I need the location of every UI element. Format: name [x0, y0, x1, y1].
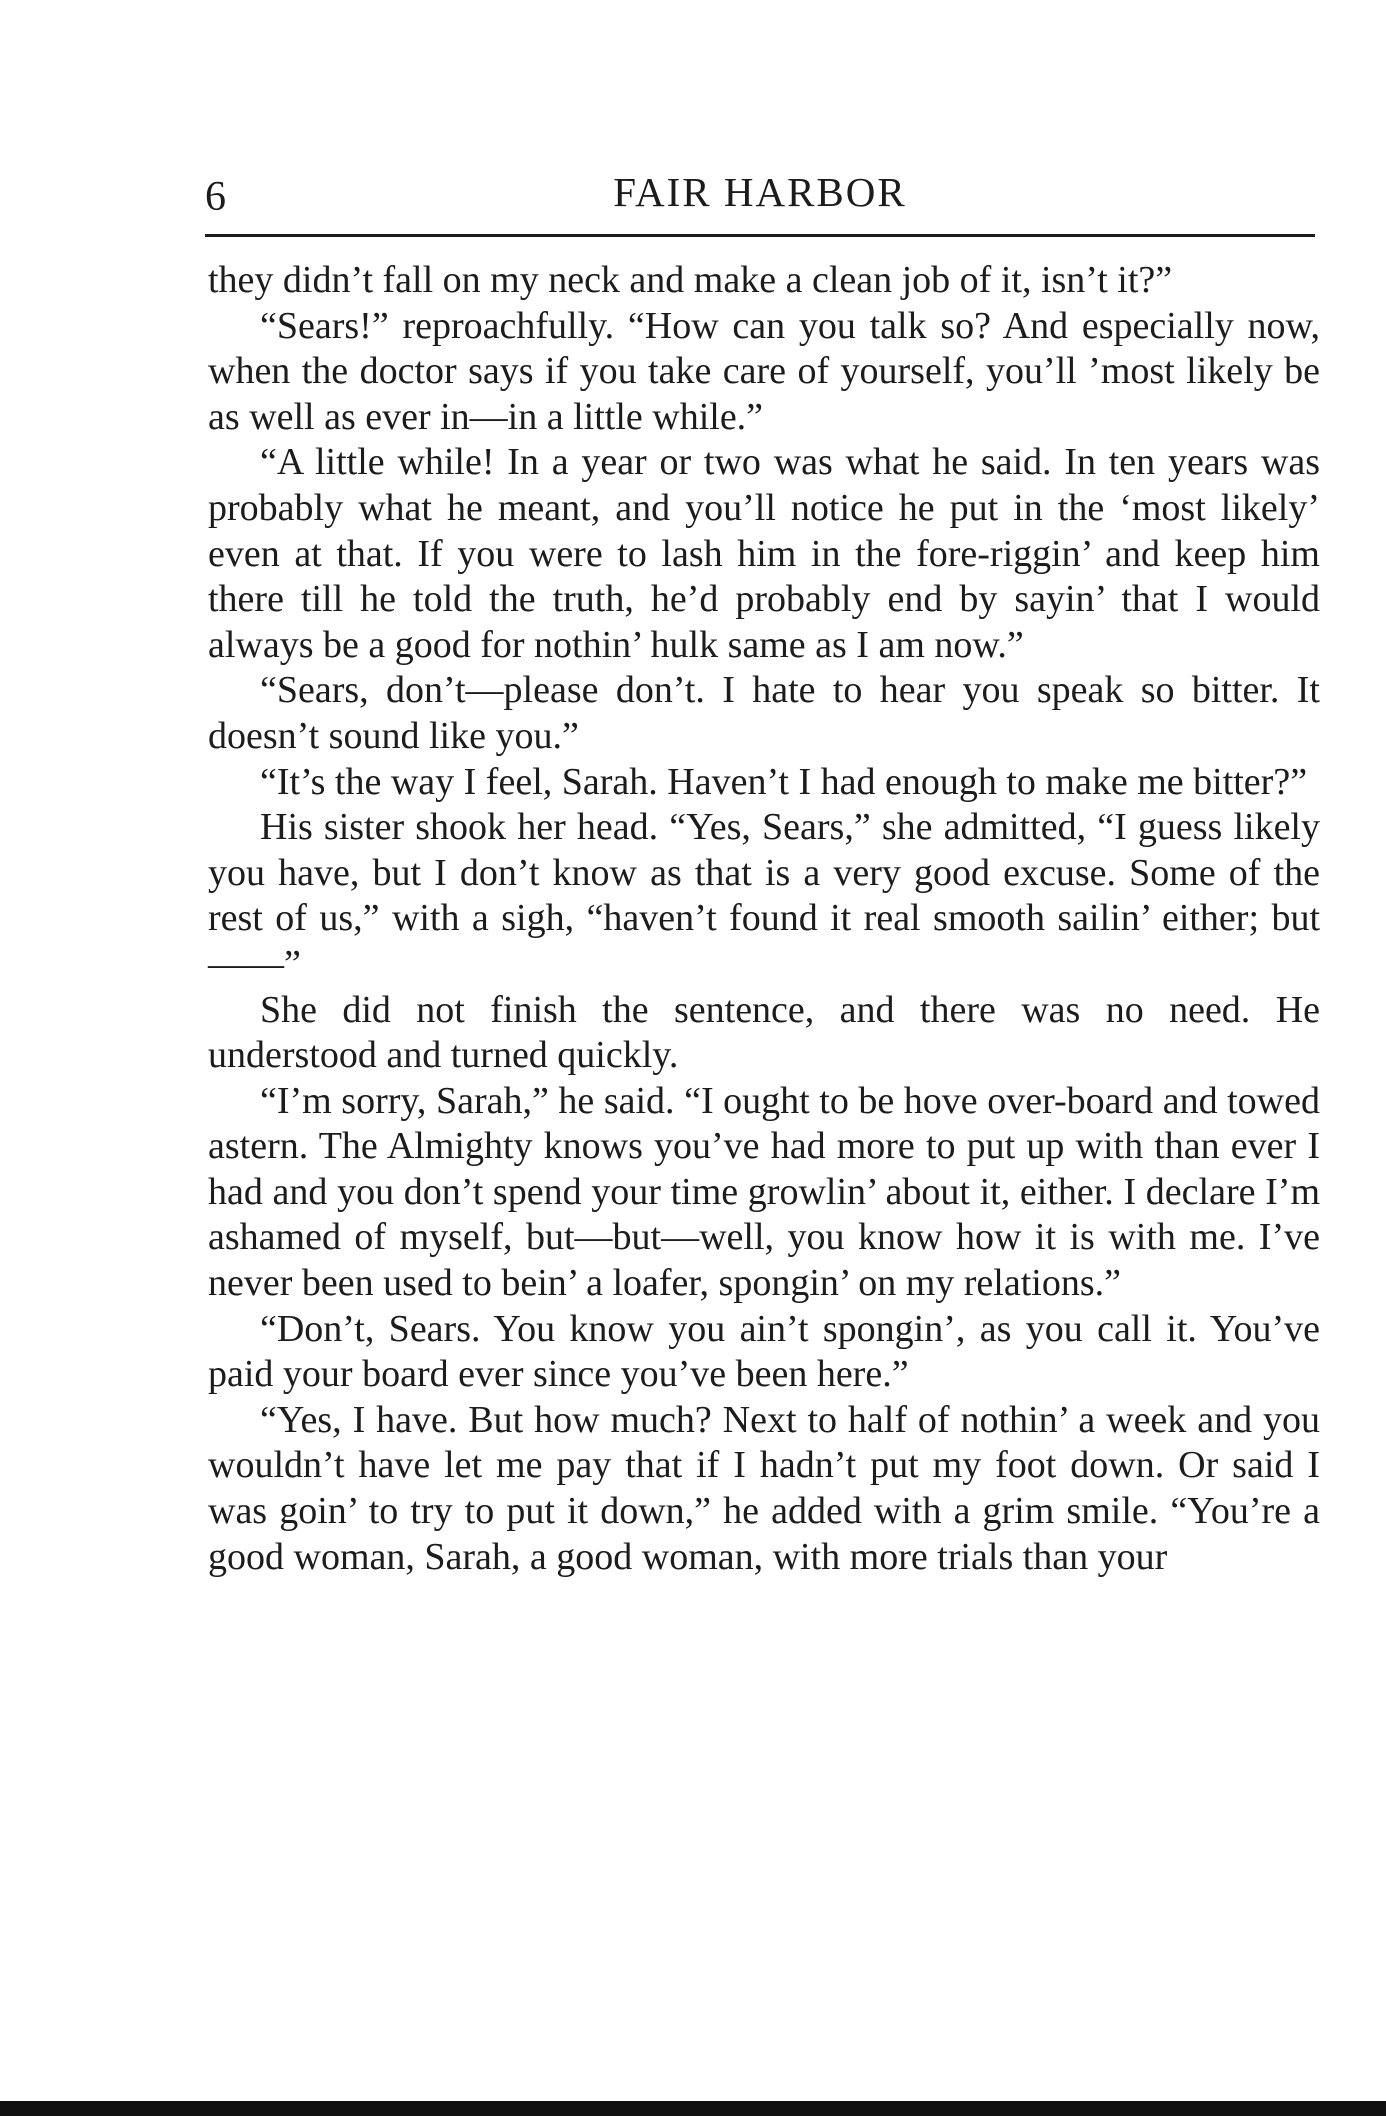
page-header — [205, 168, 1315, 228]
scan-bottom-edge — [0, 2101, 1386, 2116]
paragraph: “Don’t, Sears. You know you ain’t spongin’, as you call it. You’ve paid your board ever since you’ve been here.” — [208, 1307, 1320, 1396]
paragraph: “Sears, don’t—please don’t. I hate to hear you speak so bitter. It doesn’t sound like you.” — [208, 669, 1320, 757]
paragraph: they didn’t fall on my neck and make a clean job of it, isn’t it?” — [208, 259, 1173, 301]
paragraph: She did not finish the sentence, and there was no need. He understood and turned quickly. — [208, 988, 1320, 1077]
page-number: 6 — [205, 174, 226, 220]
running-title: FAIR HARBOR — [613, 169, 907, 215]
header-rule — [205, 234, 1315, 237]
paragraph: “It’s the way I feel, Sarah. Haven’t I had enough to make me bitter?” — [260, 760, 1308, 803]
paragraph: “I’m sorry, Sarah,” he said. “I ought to be hove over-board and towed astern. The Almighty knows you’ve had more to put up with than ever I had and you don’t spend your time growlin’ about it, either. I declare I’m ashamed of myself, but—but—well, you know how it is with me. I’ve never been used to bein’ a loafer, spongin’ on my relations.” — [208, 1079, 1320, 1305]
paragraph: “Yes, I have. But how much? Next to half of nothin’ a week and you wouldn’t have let me pay that if I hadn’t put my foot down. Or said I was goin’ to try to put it down,” he added with a grim smile. “You’re a good woman, Sarah, a good woman, with more trials than your — [208, 1398, 1320, 1578]
paragraph: “Sears!” reproachfully. “How can you talk so? And especially now, when the doctor says if you take care of yourself, you’ll ’most likely be as well as ever in—in a little while.” — [208, 304, 1320, 438]
paragraph: “A little while! In a year or two was what he said. In ten years was probably what he meant, and you’ll notice he put in the ‘most likely’ even at that. If you were to lash him in the fore-riggin’ and keep him there till he told the truth, he’d probably end by sayin’ that I would always be a good for nothin’ hulk same as I am now.” — [208, 441, 1320, 666]
paragraph: His sister shook her head. “Yes, Sears,” she admitted, “I guess likely you have, but I don’t know as that is a very good excuse. Some of the rest of us,” with a sigh, “haven’t found it real smooth sailin’ either; but——” — [208, 806, 1320, 985]
body-text — [208, 258, 1320, 1580]
